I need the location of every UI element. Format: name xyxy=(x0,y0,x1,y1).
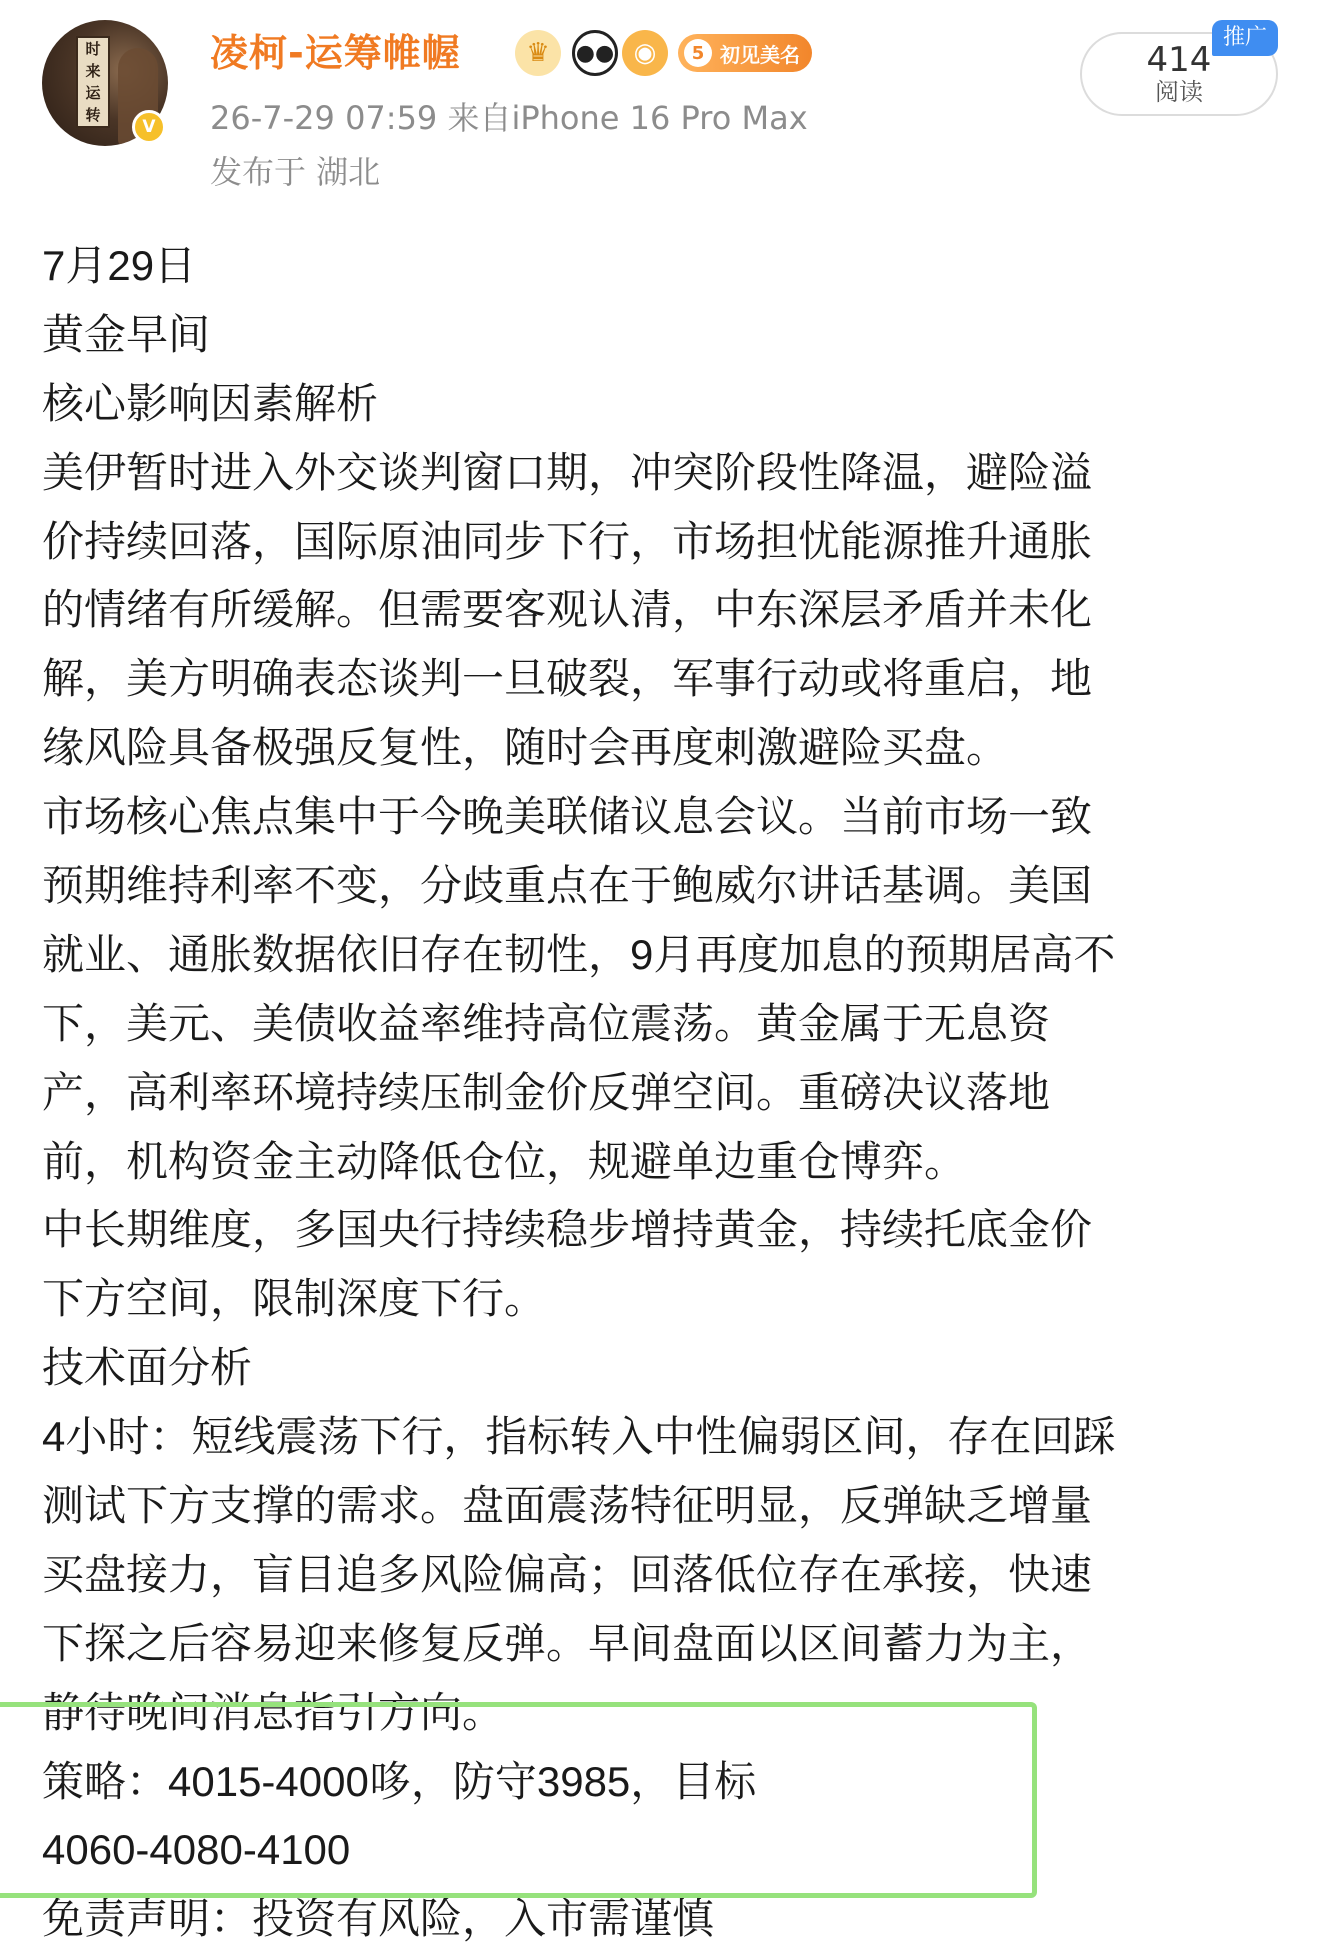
avatar-plaque-char: 转 xyxy=(85,105,101,124)
strategy-target-line: 4060-4080-4100 xyxy=(42,1826,351,1874)
post-line: 静待晚间消息指引方向。 xyxy=(42,1688,505,1736)
post-line: 技术面分析 xyxy=(42,1344,253,1392)
avatar-plaque-char: 来 xyxy=(85,61,101,80)
panda-icon[interactable]: ●● xyxy=(572,30,618,76)
pufferfish-icon[interactable]: ◉ xyxy=(622,30,668,76)
post-line: 产，高利率环境持续压制金价反弹空间。重磅决议落地 xyxy=(42,1068,1051,1116)
post-line: 4小时：短线震荡下行，指标转入中性偏弱区间，存在回踩 xyxy=(42,1413,1116,1461)
post-line: 解，美方明确表态谈判一旦破裂，军事行动或将重启，地 xyxy=(42,655,1093,703)
post-line: 市场核心焦点集中于今晚美联储议息会议。当前市场一致 xyxy=(42,793,1093,841)
post-line: 测试下方支撑的需求。盘面震荡特征明显，反弹缺乏增量 xyxy=(42,1482,1093,1530)
level-badge[interactable] xyxy=(678,34,812,72)
post-body xyxy=(42,232,1292,1954)
level-number: 5 xyxy=(684,39,712,67)
post-line: 前，机构资金主动降低仓位，规避单边重仓博弈。 xyxy=(42,1137,967,1185)
post-line: 就业、通胀数据依旧存在韧性，9月再度加息的预期居高不 xyxy=(42,930,1116,978)
post-line: 预期维持利率不变，分歧重点在于鲍威尔讲话基调。美国 xyxy=(42,862,1093,910)
strategy-line: 策略：4015-4000哆，防守3985，目标 xyxy=(42,1757,757,1805)
post-header xyxy=(0,0,1320,200)
avatar-plaque xyxy=(76,36,110,128)
read-count: 414 xyxy=(1146,40,1212,80)
post-location: 发布于 湖北 xyxy=(210,153,381,191)
post-line: 的情绪有所缓解。但需要客观认清，中东深层矛盾并未化 xyxy=(42,586,1093,634)
post-line: 下方空间，限制深度下行。 xyxy=(42,1275,547,1323)
crown-icon[interactable]: ♛ xyxy=(515,30,561,76)
post-line: 美伊暂时进入外交谈判窗口期，冲突阶段性降温，避险溢 xyxy=(42,448,1093,496)
post-line: 黄金早间 xyxy=(42,310,211,358)
promo-tag[interactable]: 推广 xyxy=(1212,20,1278,56)
verified-icon: V xyxy=(132,110,166,144)
post-time-device: 26-7-29 07:59 来自iPhone 16 Pro Max xyxy=(210,99,808,137)
post-line: 7月29日 xyxy=(42,242,197,289)
avatar-plaque-char: 运 xyxy=(85,83,101,102)
avatar-plaque-char: 时 xyxy=(85,39,101,58)
level-label: 初见美名 xyxy=(720,42,800,67)
author-name[interactable]: 凌柯-运筹帷幄 xyxy=(210,31,461,75)
post-line: 下，美元、美债收益率维持高位震荡。黄金属于无息资 xyxy=(42,999,1051,1047)
disclaimer-line: 免责声明：投资有风险，入市需谨慎 xyxy=(42,1895,715,1943)
post-line: 买盘接力，盲目追多风险偏高；回落低位存在承接，快速 xyxy=(42,1550,1093,1598)
post-line: 核心影响因素解析 xyxy=(42,379,379,427)
post-line: 中长期维度，多国央行持续稳步增持黄金，持续托底金价 xyxy=(42,1206,1093,1254)
read-label: 阅读 xyxy=(1155,78,1203,106)
post-line: 下探之后容易迎来修复反弹。早间盘面以区间蓄力为主， xyxy=(42,1619,1093,1667)
post-line: 价持续回落，国际原油同步下行，市场担忧能源推升通胀 xyxy=(42,517,1093,565)
post-line: 缘风险具备极强反复性，随时会再度刺激避险买盘。 xyxy=(42,724,1009,772)
